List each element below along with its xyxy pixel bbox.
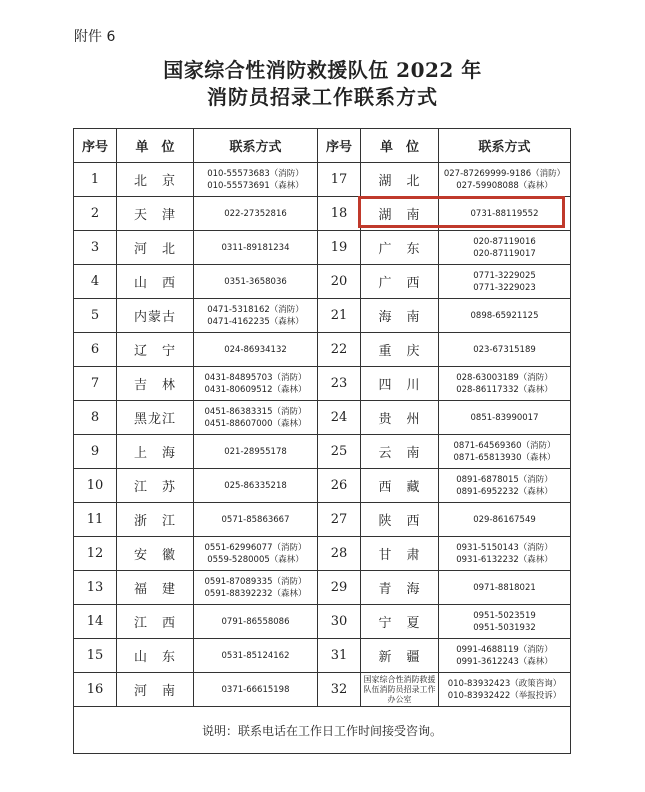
table-row: [74, 231, 571, 265]
contact-cell: [439, 435, 571, 469]
phone-number: 020-87119016: [473, 236, 536, 247]
seq-cell: 6: [74, 333, 117, 367]
unit-cell: 新 疆: [361, 639, 439, 673]
contact-cell: [194, 503, 318, 537]
note-row: [74, 707, 571, 754]
table-row: [74, 333, 571, 367]
phone-number: 010-55573691（森林）: [207, 180, 304, 191]
contact-cell: [194, 435, 318, 469]
contact-cell: [194, 571, 318, 605]
table-row: [74, 197, 571, 231]
unit-cell: 上 海: [117, 435, 194, 469]
note-text: 说明：联系电话在工作日工作时间接受咨询。: [74, 707, 571, 754]
table-row: [74, 163, 571, 197]
phone-number: 023-67315189: [473, 344, 536, 355]
seq-cell: 21: [318, 299, 361, 333]
unit-cell: 吉 林: [117, 367, 194, 401]
table-header-row: [74, 129, 571, 163]
phone-number: 0451-86383315（消防）: [204, 406, 307, 417]
seq-cell: 29: [318, 571, 361, 605]
contact-cell: [439, 605, 571, 639]
unit-cell: 江 西: [117, 605, 194, 639]
contact-cell: [194, 401, 318, 435]
contact-cell: [194, 197, 318, 231]
unit-cell: 辽 宁: [117, 333, 194, 367]
phone-number: 0891-6878015（消防）: [456, 474, 553, 485]
phone-number: 0971-8818021: [473, 582, 536, 593]
table-row: [74, 265, 571, 299]
phone-number: 0431-80609512（森林）: [204, 384, 307, 395]
seq-cell: 15: [74, 639, 117, 673]
phone-number: 0559-5280005（森林）: [207, 554, 304, 565]
table-row: [74, 537, 571, 571]
phone-number: 029-86167549: [473, 514, 536, 525]
unit-cell: 河 南: [117, 673, 194, 707]
seq-cell: 17: [318, 163, 361, 197]
unit-cell: 海 南: [361, 299, 439, 333]
page-title-line2: 消防员招录工作联系方式: [207, 85, 438, 109]
phone-number: 0791-86558086: [221, 616, 290, 627]
unit-cell: 贵 州: [361, 401, 439, 435]
contact-cell: [439, 299, 571, 333]
seq-cell: 14: [74, 605, 117, 639]
unit-cell: 广 西: [361, 265, 439, 299]
phone-number: 027-59908088（森林）: [456, 180, 553, 191]
seq-cell: 7: [74, 367, 117, 401]
phone-number: 0991-3612243（森林）: [456, 656, 553, 667]
phone-number: 0431-84895703（消防）: [204, 372, 307, 383]
header-unit-left: 单 位: [117, 129, 194, 163]
phone-number: 0931-5150143（消防）: [456, 542, 553, 553]
contact-cell: [439, 231, 571, 265]
unit-cell: 山 西: [117, 265, 194, 299]
contact-cell: [194, 469, 318, 503]
unit-cell: 四 川: [361, 367, 439, 401]
contact-cell: [439, 367, 571, 401]
seq-cell: 5: [74, 299, 117, 333]
phone-number: 0771-3229023: [473, 282, 536, 293]
contact-cell: [439, 197, 571, 231]
unit-cell: 安 徽: [117, 537, 194, 571]
phone-number: 0591-88392232（森林）: [204, 588, 307, 599]
phone-number: 0898-65921125: [470, 310, 539, 321]
header-seq-right: 序号: [318, 129, 361, 163]
phone-number: 028-63003189（消防）: [456, 372, 553, 383]
unit-cell: 福 建: [117, 571, 194, 605]
header-seq-left: 序号: [74, 129, 117, 163]
phone-number: 0871-65813930（森林）: [453, 452, 556, 463]
table-row: [74, 571, 571, 605]
unit-cell: 江 苏: [117, 469, 194, 503]
seq-cell: 23: [318, 367, 361, 401]
phone-number: 0471-5318162（消防）: [207, 304, 304, 315]
seq-cell: 30: [318, 605, 361, 639]
contact-cell: [194, 265, 318, 299]
unit-cell: 湖 南: [361, 197, 439, 231]
seq-cell: 12: [74, 537, 117, 571]
attachment-label: 附件 6: [74, 29, 116, 45]
phone-number: 0891-6952232（森林）: [456, 486, 553, 497]
contact-table: [73, 128, 571, 754]
contact-cell: [194, 163, 318, 197]
phone-number: 0351-3658036: [224, 276, 287, 287]
phone-number: 025-86335218: [224, 480, 287, 491]
phone-number: 024-86934132: [224, 344, 287, 355]
seq-cell: 26: [318, 469, 361, 503]
contact-cell: [194, 605, 318, 639]
phone-number: 0731-88119552: [470, 208, 539, 219]
contact-cell: [439, 265, 571, 299]
unit-cell: 北 京: [117, 163, 194, 197]
seq-cell: 10: [74, 469, 117, 503]
contact-cell: [194, 299, 318, 333]
seq-cell: 20: [318, 265, 361, 299]
table-row: [74, 503, 571, 537]
seq-cell: 18: [318, 197, 361, 231]
contact-cell: [439, 163, 571, 197]
unit-cell: 河 北: [117, 231, 194, 265]
unit-cell: 宁 夏: [361, 605, 439, 639]
header-unit-right: 单 位: [361, 129, 439, 163]
seq-cell: 13: [74, 571, 117, 605]
unit-cell: 黑龙江: [117, 401, 194, 435]
phone-number: 0991-4688119（消防）: [456, 644, 553, 655]
unit-cell: 湖 北: [361, 163, 439, 197]
header-contact-right: 联系方式: [439, 129, 571, 163]
seq-cell: 8: [74, 401, 117, 435]
seq-cell: 24: [318, 401, 361, 435]
contact-cell: [194, 367, 318, 401]
seq-cell: 1: [74, 163, 117, 197]
phone-number: 0931-6132232（森林）: [456, 554, 553, 565]
seq-cell: 28: [318, 537, 361, 571]
unit-cell: 浙 江: [117, 503, 194, 537]
phone-number: 0591-87089335（消防）: [204, 576, 307, 587]
contact-cell: [194, 333, 318, 367]
contact-cell: [194, 231, 318, 265]
unit-cell: 国家综合性消防救援队伍消防员招录工作办公室: [361, 673, 439, 707]
seq-cell: 31: [318, 639, 361, 673]
contact-cell: [439, 333, 571, 367]
table-row: [74, 639, 571, 673]
seq-cell: 32: [318, 673, 361, 707]
seq-cell: 16: [74, 673, 117, 707]
phone-number: 010-55573683（消防）: [207, 168, 304, 179]
unit-cell: 甘 肃: [361, 537, 439, 571]
phone-number: 0951-5031932: [473, 622, 536, 633]
phone-number: 0371-66615198: [221, 684, 290, 695]
phone-number: 0311-89181234: [221, 242, 290, 253]
phone-number: 0471-4162235（森林）: [207, 316, 304, 327]
phone-number: 027-87269999-9186（消防）: [443, 168, 566, 179]
phone-number: 0771-3229025: [473, 270, 536, 281]
phone-number: 0451-88607000（森林）: [204, 418, 307, 429]
header-contact-left: 联系方式: [194, 129, 318, 163]
seq-cell: 2: [74, 197, 117, 231]
contact-cell: [194, 639, 318, 673]
contact-cell: [439, 639, 571, 673]
table-row: [74, 299, 571, 333]
unit-cell: 青 海: [361, 571, 439, 605]
contact-cell: [194, 537, 318, 571]
seq-cell: 19: [318, 231, 361, 265]
page-title-line1: 国家综合性消防救援队伍 2022 年: [163, 58, 482, 82]
seq-cell: 3: [74, 231, 117, 265]
unit-cell: 山 东: [117, 639, 194, 673]
unit-cell: 重 庆: [361, 333, 439, 367]
contact-cell: [194, 673, 318, 707]
contact-cell: [439, 537, 571, 571]
table-row: [74, 367, 571, 401]
phone-number: 0551-62996077（消防）: [204, 542, 307, 553]
table-row: [74, 435, 571, 469]
contact-cell: [439, 503, 571, 537]
seq-cell: 11: [74, 503, 117, 537]
phone-number: 022-27352816: [224, 208, 287, 219]
table-row: [74, 605, 571, 639]
seq-cell: 27: [318, 503, 361, 537]
seq-cell: 9: [74, 435, 117, 469]
unit-cell: 西 藏: [361, 469, 439, 503]
contact-cell: [439, 571, 571, 605]
contact-cell: [439, 673, 571, 707]
table-row: [74, 401, 571, 435]
phone-number: 0571-85863667: [221, 514, 290, 525]
contact-cell: [439, 469, 571, 503]
unit-cell: 陕 西: [361, 503, 439, 537]
unit-cell: 广 东: [361, 231, 439, 265]
phone-number: 028-86117332（森林）: [456, 384, 553, 395]
phone-number: 0851-83990017: [470, 412, 539, 423]
phone-number: 010-83932423（政策咨询）: [447, 678, 562, 689]
table-row: [74, 673, 571, 707]
seq-cell: 22: [318, 333, 361, 367]
phone-number: 020-87119017: [473, 248, 536, 259]
table-row: [74, 469, 571, 503]
seq-cell: 4: [74, 265, 117, 299]
phone-number: 010-83932422（举报投诉）: [447, 690, 562, 701]
unit-cell: 内蒙古: [117, 299, 194, 333]
unit-cell: 天 津: [117, 197, 194, 231]
phone-number: 0951-5023519: [473, 610, 536, 621]
unit-cell: 云 南: [361, 435, 439, 469]
seq-cell: 25: [318, 435, 361, 469]
phone-number: 0531-85124162: [221, 650, 290, 661]
phone-number: 0871-64569360（消防）: [453, 440, 556, 451]
phone-number: 021-28955178: [224, 446, 287, 457]
contact-cell: [439, 401, 571, 435]
